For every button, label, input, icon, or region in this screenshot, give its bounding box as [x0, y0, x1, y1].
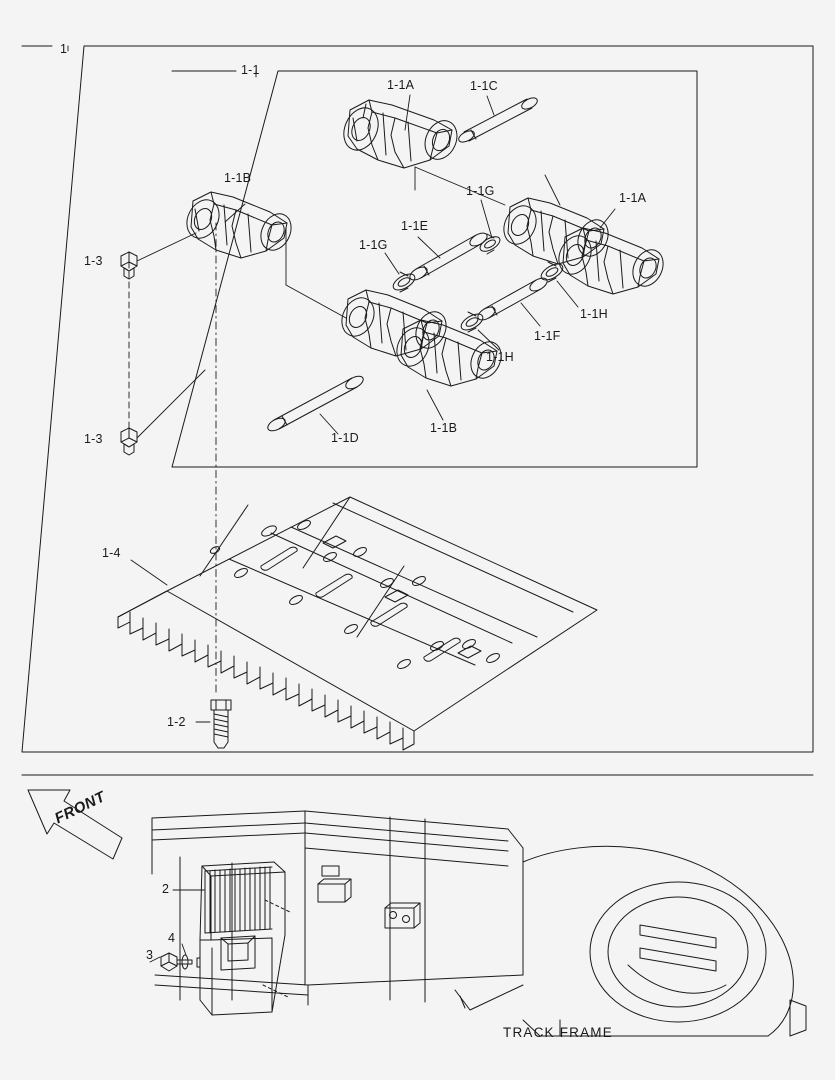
callout-1-1G-left: 1-1G [359, 238, 388, 252]
callout-group-1: 1 [60, 42, 68, 56]
callout-1-1A-right: 1-1A [619, 191, 647, 205]
callout-1-2: 1-2 [167, 715, 186, 729]
pin-d [266, 374, 365, 434]
callout-1-1E: 1-1E [401, 219, 429, 233]
callout-1-1A-top: 1-1A [387, 78, 415, 92]
front-arrow-label: FRONT [52, 788, 109, 828]
bolt-1-2 [211, 700, 231, 748]
callout-1-1G-upper: 1-1G [466, 184, 495, 198]
track-frame-assembly [150, 811, 806, 1036]
callout-1-1F: 1-1F [534, 329, 561, 343]
track-shoe [118, 497, 597, 750]
callout-1-1H-lower: 1-1H [486, 350, 514, 364]
callout-1-4: 1-4 [102, 546, 121, 560]
track-frame-label: TRACK FRAME [503, 1025, 613, 1040]
top-link-assembly [337, 96, 539, 168]
callout-4: 4 [168, 931, 176, 945]
callout-1-1H-right: 1-1H [580, 307, 608, 321]
callout-2: 2 [162, 882, 170, 896]
callout-group-1-1: 1-1 [241, 63, 260, 77]
callout-3: 3 [146, 948, 154, 962]
center-link-pair [336, 290, 507, 386]
callout-1-1B-lower: 1-1B [430, 421, 458, 435]
callout-1-1C: 1-1C [470, 79, 498, 93]
left-link-b [181, 192, 297, 258]
callout-1-1B-left: 1-1B [224, 171, 252, 185]
callout-1-3-top: 1-3 [84, 254, 103, 268]
group-1-border [22, 46, 813, 752]
callout-1-3-bottom: 1-3 [84, 432, 103, 446]
right-link-a [498, 198, 669, 294]
group-1-1-border [172, 71, 697, 467]
bushing-pin-cluster [391, 230, 566, 333]
nut-bottom [121, 428, 137, 455]
callout-1-1D: 1-1D [331, 431, 359, 445]
track-guard [200, 862, 290, 1015]
